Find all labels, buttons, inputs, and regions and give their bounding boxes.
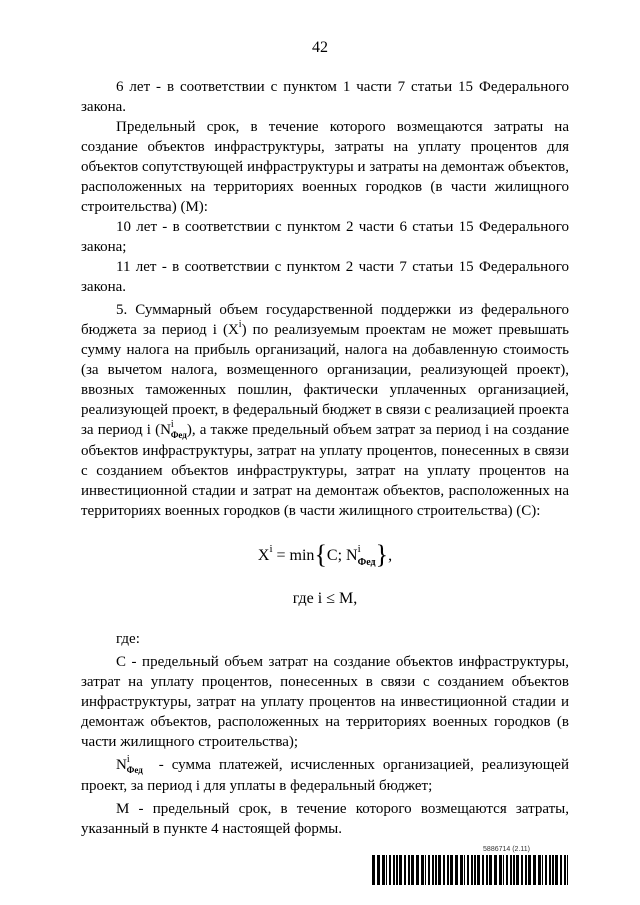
paragraph-term-m: Предельный срок, в течение которого возмещаются затраты на создание объектов инфраструктуры, затраты на уплату процентов для объектов сопутствующей инфраструктуры и затраты на демонтаж объектов, расположенных на территориях военных городков (в части жилищного строительства) (М): <box>81 119 569 215</box>
barcode-bar <box>567 855 568 885</box>
barcode-bar <box>564 855 566 885</box>
barcode-bar <box>528 855 531 885</box>
barcode-bar <box>482 855 484 885</box>
barcode-bar <box>425 855 426 885</box>
barcode-bar <box>393 855 395 885</box>
barcode-bar <box>411 855 414 885</box>
formula-condition: где i ≤ M, <box>292 590 358 607</box>
barcode-bar <box>489 855 492 885</box>
barcode-bar <box>474 855 476 885</box>
barcode-bar <box>438 855 441 885</box>
barcode-bar <box>506 855 508 885</box>
math-n-fed: $N^i_{Фед}$ <box>160 419 187 440</box>
paragraph-10-years: 10 лет - в соответствии с пунктом 2 части 6 статьи 15 Федерального закона; <box>81 219 569 255</box>
paragraph-11-years: 11 лет - в соответствии с пунктом 2 части 7 статьи 15 Федерального закона. <box>81 259 569 295</box>
barcode-bar <box>510 855 512 885</box>
barcode-bar <box>408 855 410 885</box>
barcode-bar <box>503 855 504 885</box>
barcode-bar <box>389 855 391 885</box>
barcode-bar <box>443 855 445 885</box>
barcode-bar <box>464 855 465 885</box>
barcode-bar <box>404 855 406 885</box>
barcode-bar <box>494 855 497 885</box>
barcode-bar <box>525 855 527 885</box>
barcode-bar <box>382 855 385 885</box>
document-body <box>81 77 569 839</box>
barcode-bar <box>377 855 380 885</box>
barcode-bar <box>421 855 424 885</box>
paragraph-item-5 <box>81 300 569 521</box>
item-5-text-b: ) по реализуемым проектам не может превышать сумму налога на прибыль организаций, налога на добавленную стоимость (за вычетом налога, возмещенного организации, реализующей проект), ввозных таможенных пошлин, фактически уплаченных организацией, реализующей проект, в федеральный бюджет в связи с реализацией проекта за период i ( <box>81 322 570 438</box>
item-5-text-c: ), а также предельный объем затрат за период i на создание объектов инфраструктуры, затрат на уплату процентов, понесенных в связи с созданием объектов инфраструктуры, затрат на уплату процентов на инвестиционной стадии и затрат на демонтаж объектов, расположенных на территориях военных городков (в части жилищного строительства) (С): <box>81 422 569 519</box>
formula-x-min: $X^i = \min\{C$; $N^i_{Фед}$}, <box>257 540 393 569</box>
where-label: где: <box>116 631 140 647</box>
barcode-bar <box>486 855 488 885</box>
barcode-bar <box>386 855 387 885</box>
barcode-bar <box>432 855 434 885</box>
barcode-bar <box>455 855 458 885</box>
barcode-bar <box>552 855 554 885</box>
barcode-bar <box>416 855 419 885</box>
barcode-bar <box>560 855 562 885</box>
page-number: 42 <box>312 39 328 56</box>
barcode-bar <box>538 855 541 885</box>
math-n-fed-def: $N^i_{Фед}$ <box>116 754 143 775</box>
barcode-image <box>372 855 568 885</box>
barcode-bar <box>545 855 547 885</box>
barcode-bar <box>471 855 473 885</box>
barcode-block <box>372 846 568 885</box>
paragraph-6-years: 6 лет - в соответствии с пунктом 1 части 7 статьи 15 Федерального закона. <box>81 79 569 115</box>
barcode-bar <box>516 855 519 885</box>
definition-m: М - предельный срок, в течение которого возмещаются затраты, указанный в пункте 4 настоящей формы. <box>81 801 569 837</box>
barcode-bar <box>555 855 558 885</box>
barcode-bar <box>399 855 402 885</box>
barcode-bar <box>450 855 453 885</box>
item-5-text-a: 5. Суммарный объем государственной поддержки из федерального бюджета за период i ( <box>81 302 569 338</box>
barcode-bar <box>533 855 536 885</box>
barcode-bar <box>542 855 543 885</box>
barcode-bar <box>521 855 523 885</box>
math-x-i: $X^i$ <box>227 319 242 338</box>
barcode-bar <box>372 855 375 885</box>
barcode-bar <box>428 855 430 885</box>
barcode-bar <box>477 855 480 885</box>
barcode-bar <box>435 855 437 885</box>
barcode-bar <box>549 855 551 885</box>
definition-n-fed: $N^i_{Фед}$ - сумма платежей, исчисленных организацией, реализующей проект, за период i для уплаты в федеральный бюджет; <box>81 754 569 794</box>
barcode-bar <box>499 855 502 885</box>
barcode-bar <box>396 855 398 885</box>
barcode-number: 5886714 (2.11) <box>483 846 530 853</box>
barcode-bar <box>467 855 469 885</box>
definition-c: С - предельный объем затрат на создание объектов инфраструктуры, затрат на уплату процентов, понесенных в связи с созданием объектов инфраструктуры, затрат на уплату процентов на инвестиционной стадии и демонтаж объектов, расположенных на территориях военных городков (в части жилищного строительства); <box>81 654 569 750</box>
barcode-bar <box>513 855 515 885</box>
barcode-bar <box>460 855 463 885</box>
barcode-bar <box>447 855 449 885</box>
